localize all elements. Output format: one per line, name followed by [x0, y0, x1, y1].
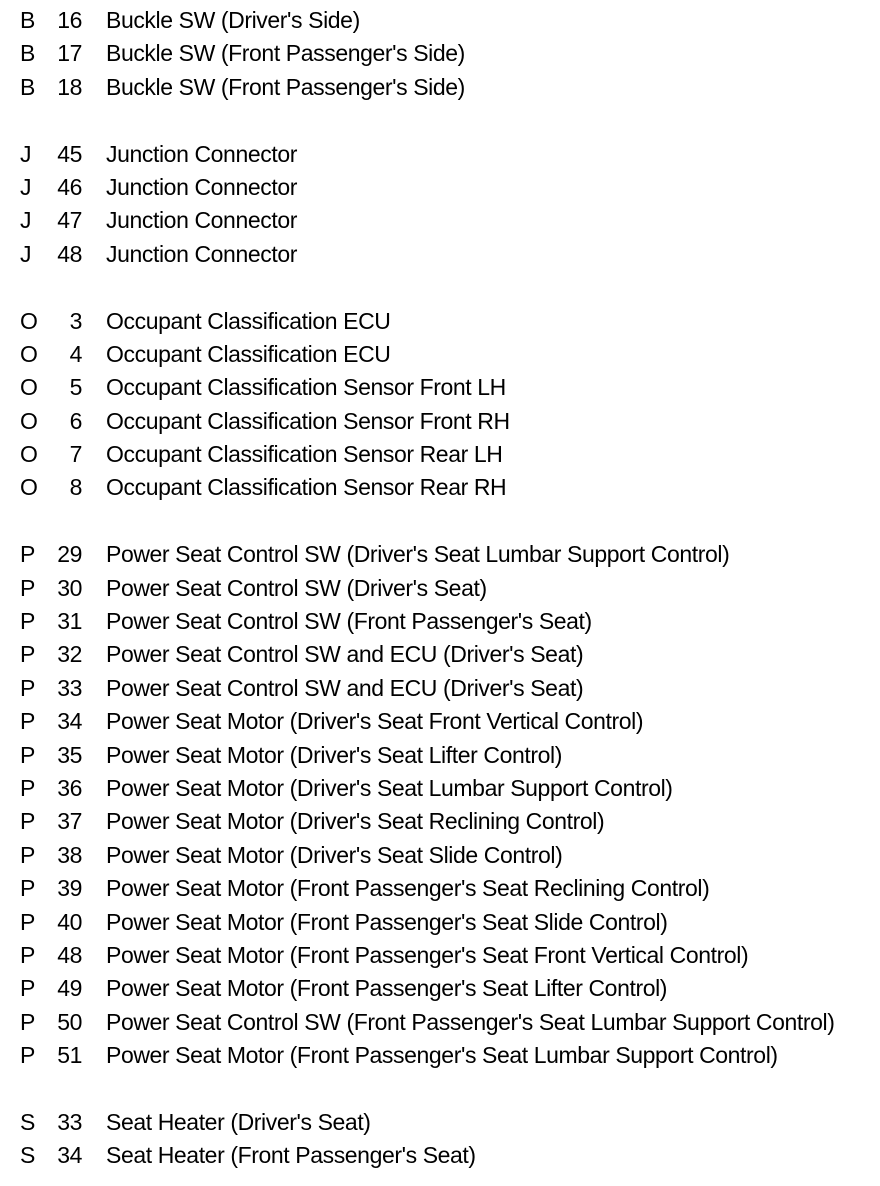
connector-code-number: 39	[57, 875, 82, 902]
connector-code-number: 48	[57, 240, 82, 267]
connector-code-letter: P	[20, 674, 35, 701]
connector-description: Buckle SW (Driver's Side)	[106, 7, 360, 33]
connector-code-number: 30	[57, 574, 82, 601]
connector-row	[0, 906, 880, 939]
connector-row	[0, 71, 880, 104]
connector-row	[0, 572, 880, 605]
connector-code-number: 6	[69, 407, 82, 434]
connector-description: Power Seat Control SW (Front Passenger's Seat)	[106, 608, 592, 635]
connector-code-letter: P	[20, 641, 35, 668]
connector-row	[0, 305, 880, 338]
connector-code-letter: O	[20, 474, 38, 501]
connector-description: Power Seat Motor (Driver's Seat Lifter Control)	[106, 741, 562, 768]
connector-description: Power Seat Motor (Driver's Seat Lumbar Support Control)	[106, 774, 673, 801]
connector-description: Power Seat Motor (Front Passenger's Seat Reclining Control)	[106, 875, 710, 902]
connector-code-letter: P	[20, 841, 35, 868]
connector-description: Power Seat Control SW and ECU (Driver's Seat)	[106, 641, 584, 668]
connector-description: Occupant Classification ECU	[106, 340, 391, 367]
connector-row	[0, 638, 880, 671]
connector-group	[0, 305, 880, 505]
connector-group	[0, 138, 880, 272]
connector-code-letter: P	[20, 908, 35, 935]
connector-row	[0, 972, 880, 1005]
connector-code-letter: S	[20, 1142, 35, 1169]
connector-code-letter: P	[20, 808, 35, 835]
connector-row	[0, 4, 880, 37]
connector-code-letter: P	[20, 1042, 35, 1069]
connector-description: Power Seat Motor (Driver's Seat Slide Control)	[106, 841, 563, 868]
connector-description: Power Seat Motor (Front Passenger's Seat Lumbar Support Control)	[106, 1042, 778, 1069]
connector-code-letter: P	[20, 541, 35, 568]
connector-code-letter: P	[20, 975, 35, 1002]
connector-description: Junction Connector	[106, 207, 297, 234]
connector-description: Buckle SW (Front Passenger's Side)	[106, 40, 465, 67]
connector-row	[0, 839, 880, 872]
connector-description: Occupant Classification Sensor Front RH	[106, 407, 510, 434]
connector-description: Power Seat Control SW and ECU (Driver's Seat)	[106, 674, 584, 701]
connector-code-number: 16	[57, 7, 82, 33]
connector-row	[0, 772, 880, 805]
connector-row	[0, 338, 880, 371]
connector-code-letter: O	[20, 340, 38, 367]
connector-code-letter: P	[20, 574, 35, 601]
connector-code-letter: J	[20, 140, 32, 167]
connector-description: Power Seat Control SW (Driver's Seat Lumbar Support Control)	[106, 541, 730, 568]
connector-code-number: 33	[57, 674, 82, 701]
connector-row	[0, 1106, 880, 1139]
connector-description: Power Seat Control SW (Front Passenger's Seat Lumbar Support Control)	[106, 1008, 835, 1035]
connector-group	[0, 4, 880, 104]
connector-code-letter: P	[20, 1008, 35, 1035]
connector-code-number: 34	[57, 1142, 82, 1169]
connector-code-number: 18	[57, 73, 82, 100]
connector-row	[0, 1006, 880, 1039]
connector-row	[0, 739, 880, 772]
connector-code-number: 37	[57, 808, 82, 835]
connector-code-number: 4	[69, 340, 82, 367]
connector-row	[0, 705, 880, 738]
connector-code-letter: J	[20, 240, 32, 267]
connector-code-letter: P	[20, 774, 35, 801]
connector-row	[0, 605, 880, 638]
connector-description: Power Seat Motor (Driver's Seat Front Vertical Control)	[106, 708, 644, 735]
connector-description: Power Seat Motor (Front Passenger's Seat Slide Control)	[106, 908, 668, 935]
connector-row	[0, 371, 880, 404]
connector-row	[0, 538, 880, 571]
connector-code-number: 29	[57, 541, 82, 568]
connector-code-letter: P	[20, 708, 35, 735]
connector-row	[0, 471, 880, 504]
connector-code-letter: O	[20, 407, 38, 434]
connector-code-number: 46	[57, 173, 82, 200]
connector-description: Occupant Classification ECU	[106, 307, 391, 334]
connector-row	[0, 805, 880, 838]
connector-code-letter: J	[20, 207, 32, 234]
connector-list	[0, 4, 880, 1173]
connector-description: Occupant Classification Sensor Rear RH	[106, 474, 507, 501]
connector-code-number: 8	[69, 474, 82, 501]
connector-code-number: 7	[69, 441, 82, 468]
connector-row	[0, 672, 880, 705]
connector-group	[0, 538, 880, 1072]
connector-code-number: 40	[57, 908, 82, 935]
connector-code-letter: P	[20, 875, 35, 902]
connector-description: Buckle SW (Front Passenger's Side)	[106, 73, 465, 100]
connector-code-number: 31	[57, 608, 82, 635]
connector-code-number: 5	[69, 374, 82, 401]
connector-code-number: 33	[57, 1108, 82, 1135]
connector-code-number: 32	[57, 641, 82, 668]
connector-code-letter: B	[20, 40, 35, 67]
connector-description: Seat Heater (Front Passenger's Seat)	[106, 1142, 476, 1169]
connector-code-letter: P	[20, 941, 35, 968]
connector-code-letter: P	[20, 608, 35, 635]
connector-code-number: 36	[57, 774, 82, 801]
connector-row	[0, 138, 880, 171]
connector-description: Power Seat Motor (Front Passenger's Seat Front Vertical Control)	[106, 941, 749, 968]
connector-code-letter: O	[20, 374, 38, 401]
connector-code-number: 17	[57, 40, 82, 67]
connector-row	[0, 438, 880, 471]
connector-code-number: 3	[69, 307, 82, 334]
connector-row	[0, 37, 880, 70]
connector-description: Seat Heater (Driver's Seat)	[106, 1108, 371, 1135]
connector-code-letter: J	[20, 173, 32, 200]
connector-code-letter: P	[20, 741, 35, 768]
connector-row	[0, 872, 880, 905]
connector-code-number: 49	[57, 975, 82, 1002]
connector-row	[0, 939, 880, 972]
connector-code-letter: B	[20, 7, 35, 33]
connector-description: Power Seat Motor (Driver's Seat Reclining Control)	[106, 808, 605, 835]
connector-code-number: 45	[57, 140, 82, 167]
connector-description: Junction Connector	[106, 240, 297, 267]
connector-description: Junction Connector	[106, 140, 297, 167]
connector-description: Junction Connector	[106, 173, 297, 200]
connector-group	[0, 1106, 880, 1173]
connector-description: Occupant Classification Sensor Rear LH	[106, 441, 503, 468]
connector-code-letter: S	[20, 1108, 35, 1135]
connector-code-number: 47	[57, 207, 82, 234]
connector-description: Occupant Classification Sensor Front LH	[106, 374, 506, 401]
connector-code-letter: O	[20, 441, 38, 468]
connector-code-number: 48	[57, 941, 82, 968]
connector-row	[0, 171, 880, 204]
connector-code-number: 38	[57, 841, 82, 868]
connector-description: Power Seat Motor (Front Passenger's Seat Lifter Control)	[106, 975, 668, 1002]
connector-row	[0, 1139, 880, 1172]
connector-code-letter: B	[20, 73, 35, 100]
connector-row	[0, 405, 880, 438]
connector-code-letter: O	[20, 307, 38, 334]
connector-code-number: 51	[57, 1042, 82, 1069]
connector-row	[0, 204, 880, 237]
connector-row	[0, 238, 880, 271]
connector-code-number: 34	[57, 708, 82, 735]
connector-row	[0, 1039, 880, 1072]
connector-code-number: 35	[57, 741, 82, 768]
connector-code-number: 50	[57, 1008, 82, 1035]
connector-description: Power Seat Control SW (Driver's Seat)	[106, 574, 487, 601]
